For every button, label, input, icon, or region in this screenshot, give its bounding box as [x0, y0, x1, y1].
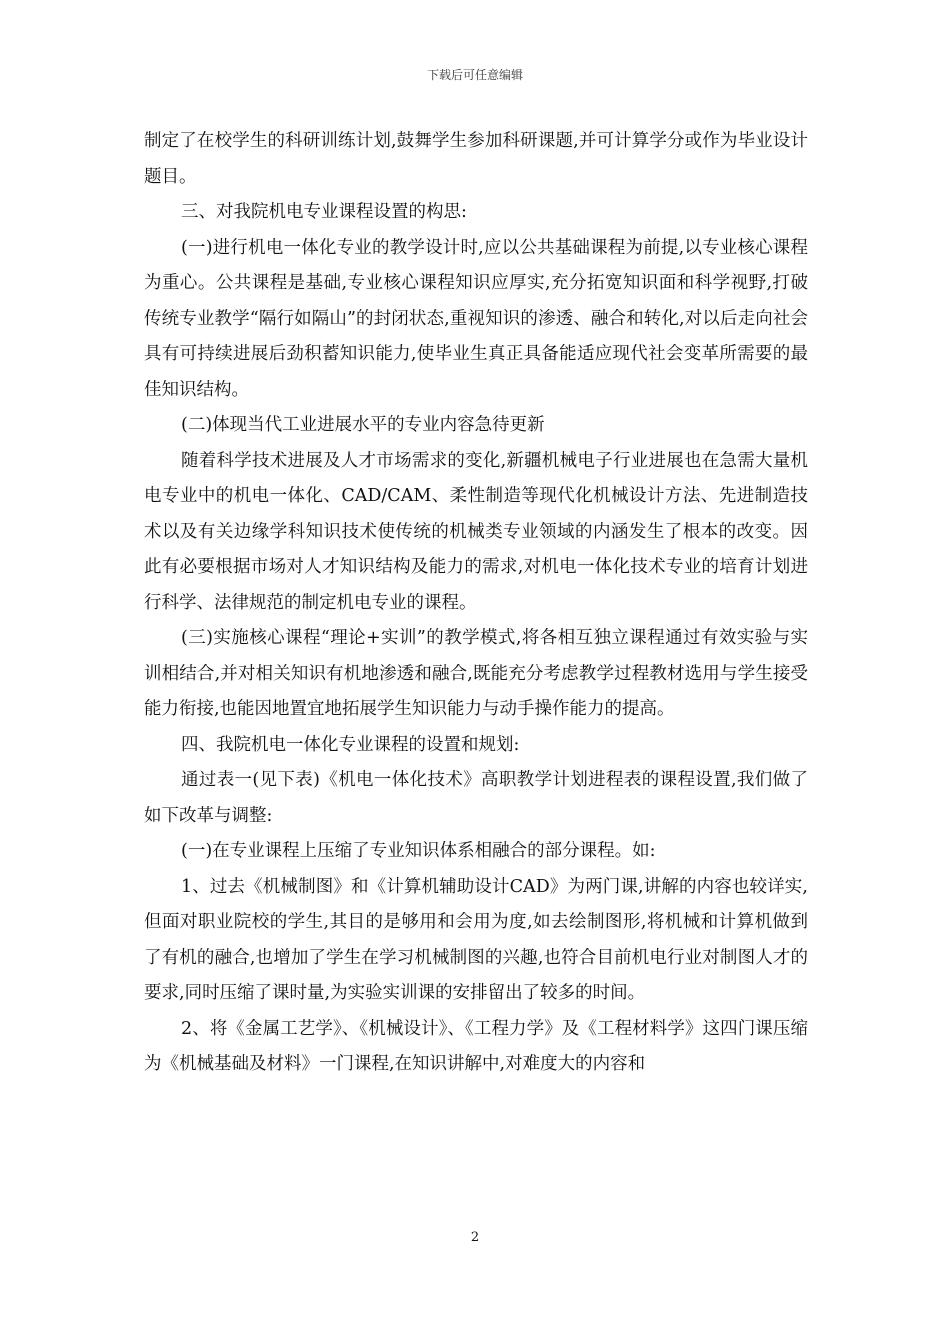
document-body — [144, 124, 808, 1083]
subheading-compressed-courses: (一)在专业课程上压缩了专业知识体系相融合的部分课程。如: — [181, 841, 656, 861]
section-heading-curriculum-planning: 四、我院机电一体化专业课程的设置和规划: — [181, 734, 520, 755]
paragraph-teaching-mode: (三)实施核心课程“理论+实训”的教学模式,将各相互独立课程通过有效实验与实训相结合,并对相关知识有机地渗透和融合,既能充分考虑教学过程教材选用与学生接受能力衔接,也能因地置宜地拓展学生知识能力与动手操作能力的提高。 — [144, 628, 808, 719]
page-header: 下载后可任意编辑 — [426, 68, 523, 82]
page-number: 2 — [470, 1230, 480, 1245]
paragraph-market-demand: 随着科学技术进展及人才市场需求的变化,新疆机械电子行业进展也在急需大量机电专业中的机电一体化、CAD/CAM、柔性制造等现代化机械设计方法、先进制造技术以及有关边缘学科知识技术使传统的机械类专业领域的内涵发生了根本的改变。因此有必要根据市场对人才知识结构及能力的需求,对机电一体化技术专业的培育计划进行科学、法律规范的制定机电专业的课程。 — [144, 450, 808, 613]
paragraph-table-reference: 通过表一(见下表)《机电一体化技术》高职教学计划进程表的课程设置,我们做了如下改革与调整: — [144, 770, 808, 826]
list-item-drawing-cad: 1、过去《机械制图》和《计算机辅助设计CAD》为两门课,讲解的内容也较详实,但面对职业院校的学生,其目的是够用和会用为度,如去绘制图形,将机械和计算机做到了有机的融合,也增加了学生在学习机械制图的兴趣,也符合目前机电行业对制图人才的要求,同时压缩了课时量,为实验实训课的安排留出了较多的时间。 — [144, 876, 808, 1003]
subheading-content-update: (二)体现当代工业进展水平的专业内容急待更新 — [181, 415, 545, 435]
section-heading-curriculum-concept: 三、对我院机电专业课程设置的构思: — [181, 202, 467, 222]
list-item-mechanical-basics: 2、将《金属工艺学》、《机械设计》、《工程力学》及《工程材料学》这四门课压缩为《机械基础及材料》一门课程,在知识讲解中,对难度大的内容和 — [144, 1018, 808, 1074]
paragraph-design-principle: (一)进行机电一体化专业的教学设计时,应以公共基础课程为前提,以专业核心课程为重心。公共课程是基础,专业核心课程知识应厚实,充分拓宽知识面和科学视野,打破传统专业教学“隔行如隔山”的封闭状态,重视知识的渗透、融合和转化,对以后走向社会具有可持续进展后劲积蓄知识能力,使毕业生真正具备能适应现代社会变革所需要的最佳知识结构。 — [144, 237, 808, 400]
paragraph-research-plan: 制定了在校学生的科研训练计划,鼓舞学生参加科研课题,并可计算学分或作为毕业设计题目。 — [144, 131, 808, 187]
